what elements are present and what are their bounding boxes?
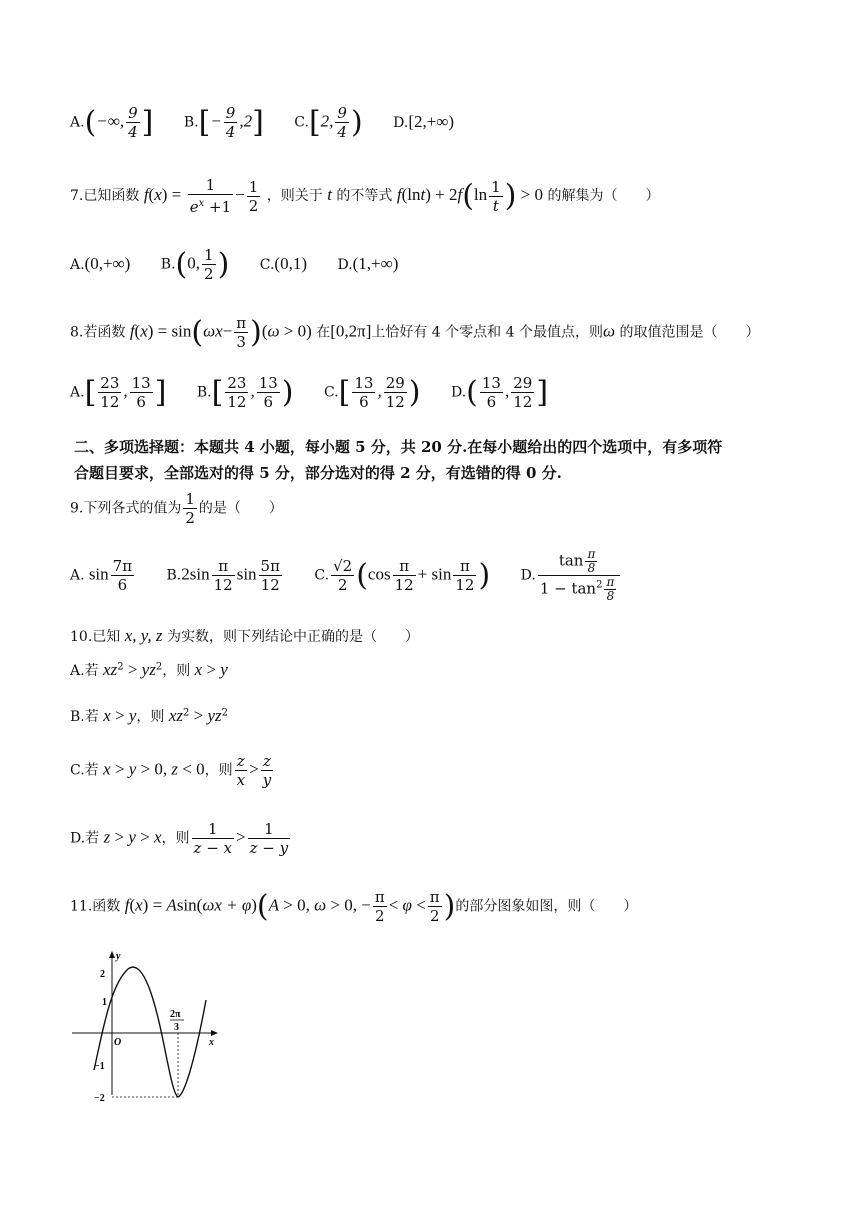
q6-option-b: B.[− $\frac{9}{4}$ ,2] bbox=[183, 104, 264, 141]
q7-option-a: A.(0,+∞) bbox=[70, 253, 131, 273]
q7-options bbox=[70, 246, 424, 283]
q9-option-d: D. tan $\frac{\pi}{8}$ $1 - \tan^2$ $\frac{\pi}{8}$ bbox=[521, 548, 623, 603]
q9-options bbox=[70, 548, 648, 603]
q8-option-c: C.[ $\frac{13}{6}$ , $\frac{29}{12}$ ) bbox=[323, 374, 421, 411]
q9-option-b: B.2sin $\frac{\pi}{12}$ sin $\frac{5\pi}{12}$ bbox=[166, 557, 280, 594]
q7-stem: 7.已知函数 f(x) = $\frac{1}{e^x +1}$ − $\frac{1}{2}$ ，则关于 t 的不等式 f(lnt) + 2f(ln $\frac{1}{t}$ ) > 0 的解集为（ ） bbox=[70, 176, 660, 216]
q7-option-b: B.(0, $\frac{1}{2}$ ) bbox=[160, 246, 230, 283]
q9-option-c: C. $\frac{√2}{2}$ (cos $\frac{\pi}{12}$ + sin $\frac{\pi}{12}$ ) bbox=[314, 557, 491, 594]
q10-stem: 10.已知 x, y, z 为实数，则下列结论中正确的是（ ） bbox=[70, 626, 419, 645]
y-axis-label: y bbox=[116, 951, 121, 962]
q6-option-d: D.[2,+∞) bbox=[393, 111, 455, 131]
q10-option-a: A.若 $xz^2 > yz^2$，则 x > y bbox=[70, 660, 228, 679]
q10-option-c: C.若 x > y > 0, z < 0，则 $\frac{z}{x}$ > $\frac{z}{y}$ bbox=[70, 752, 272, 789]
q7-option-d: D.(1,+∞) bbox=[337, 253, 399, 273]
q8-option-a: A.[ $\frac{23}{12}$ , $\frac{13}{6}$ ] bbox=[70, 374, 167, 411]
q6-options bbox=[70, 104, 480, 141]
q9-stem: 9.下列各式的值为 $\frac{1}{2}$ 的是（ ） bbox=[70, 490, 283, 527]
y-tick-minus-2: −2 bbox=[94, 1093, 105, 1104]
q11-stem: 11.函数 f(x) = Asin(ωx + φ)(A > 0, ω > 0, − $\frac{\pi}{2}$ < φ < $\frac{\pi}{2}$ )的部分图象如图，则（ ） bbox=[70, 888, 638, 925]
x-tick-numerator: 2π bbox=[170, 1009, 181, 1020]
q9-option-a: A. sin $\frac{7\pi}{6}$ bbox=[70, 557, 133, 594]
q10-option-b: B.若 x > y，则 $xz^2 > yz^2$ bbox=[70, 706, 229, 725]
q6-option-a: A.(−∞, $\frac{9}{4}$ ] bbox=[70, 104, 154, 141]
x-tick-denominator: 3 bbox=[174, 1022, 179, 1033]
q8-option-d: D.( $\frac{13}{6}$ , $\frac{29}{12}$ ] bbox=[450, 374, 549, 411]
q8-option-b: B.[ $\frac{23}{12}$ , $\frac{13}{6}$ ) bbox=[196, 374, 294, 411]
x-axis-label: x bbox=[209, 1037, 214, 1048]
section-2-heading-line-2: 合题目要求，全部选对的得 5 分，部分选对的得 2 分，有选错的得 0 分. bbox=[74, 464, 562, 482]
y-tick-minus-1: −1 bbox=[94, 1061, 105, 1072]
origin-label: O bbox=[114, 1037, 122, 1048]
q8-stem: 8.若函数 f(x) = sin(ωx− $\frac{\pi}{3}$ )(ω > 0) 在[0,2π]上恰好有 4 个零点和 4 个最值点，则ω 的取值范围是（ ） bbox=[70, 314, 760, 351]
q7-option-c: C.(0,1) bbox=[259, 253, 307, 273]
q8-options bbox=[70, 374, 574, 411]
y-tick-1: 1 bbox=[102, 997, 107, 1008]
section-2-heading-line-1: 二、多项选择题：本题共 4 小题，每小题 5 分，共 20 分.在每小题给出的四个选项中，有多项符 bbox=[74, 438, 723, 456]
x-axis-arrow bbox=[211, 1030, 218, 1036]
q10-option-d: D.若 z > y > x，则 $\frac{1}{z - x}$ > $\frac{1}{z - y}$ bbox=[70, 820, 289, 857]
sine-curve bbox=[94, 967, 206, 1097]
y-axis-arrow bbox=[109, 951, 115, 958]
sine-graph bbox=[64, 945, 234, 1105]
y-tick-2: 2 bbox=[100, 969, 105, 980]
q6-option-c: C.[2, $\frac{9}{4}$ ) bbox=[294, 104, 363, 141]
